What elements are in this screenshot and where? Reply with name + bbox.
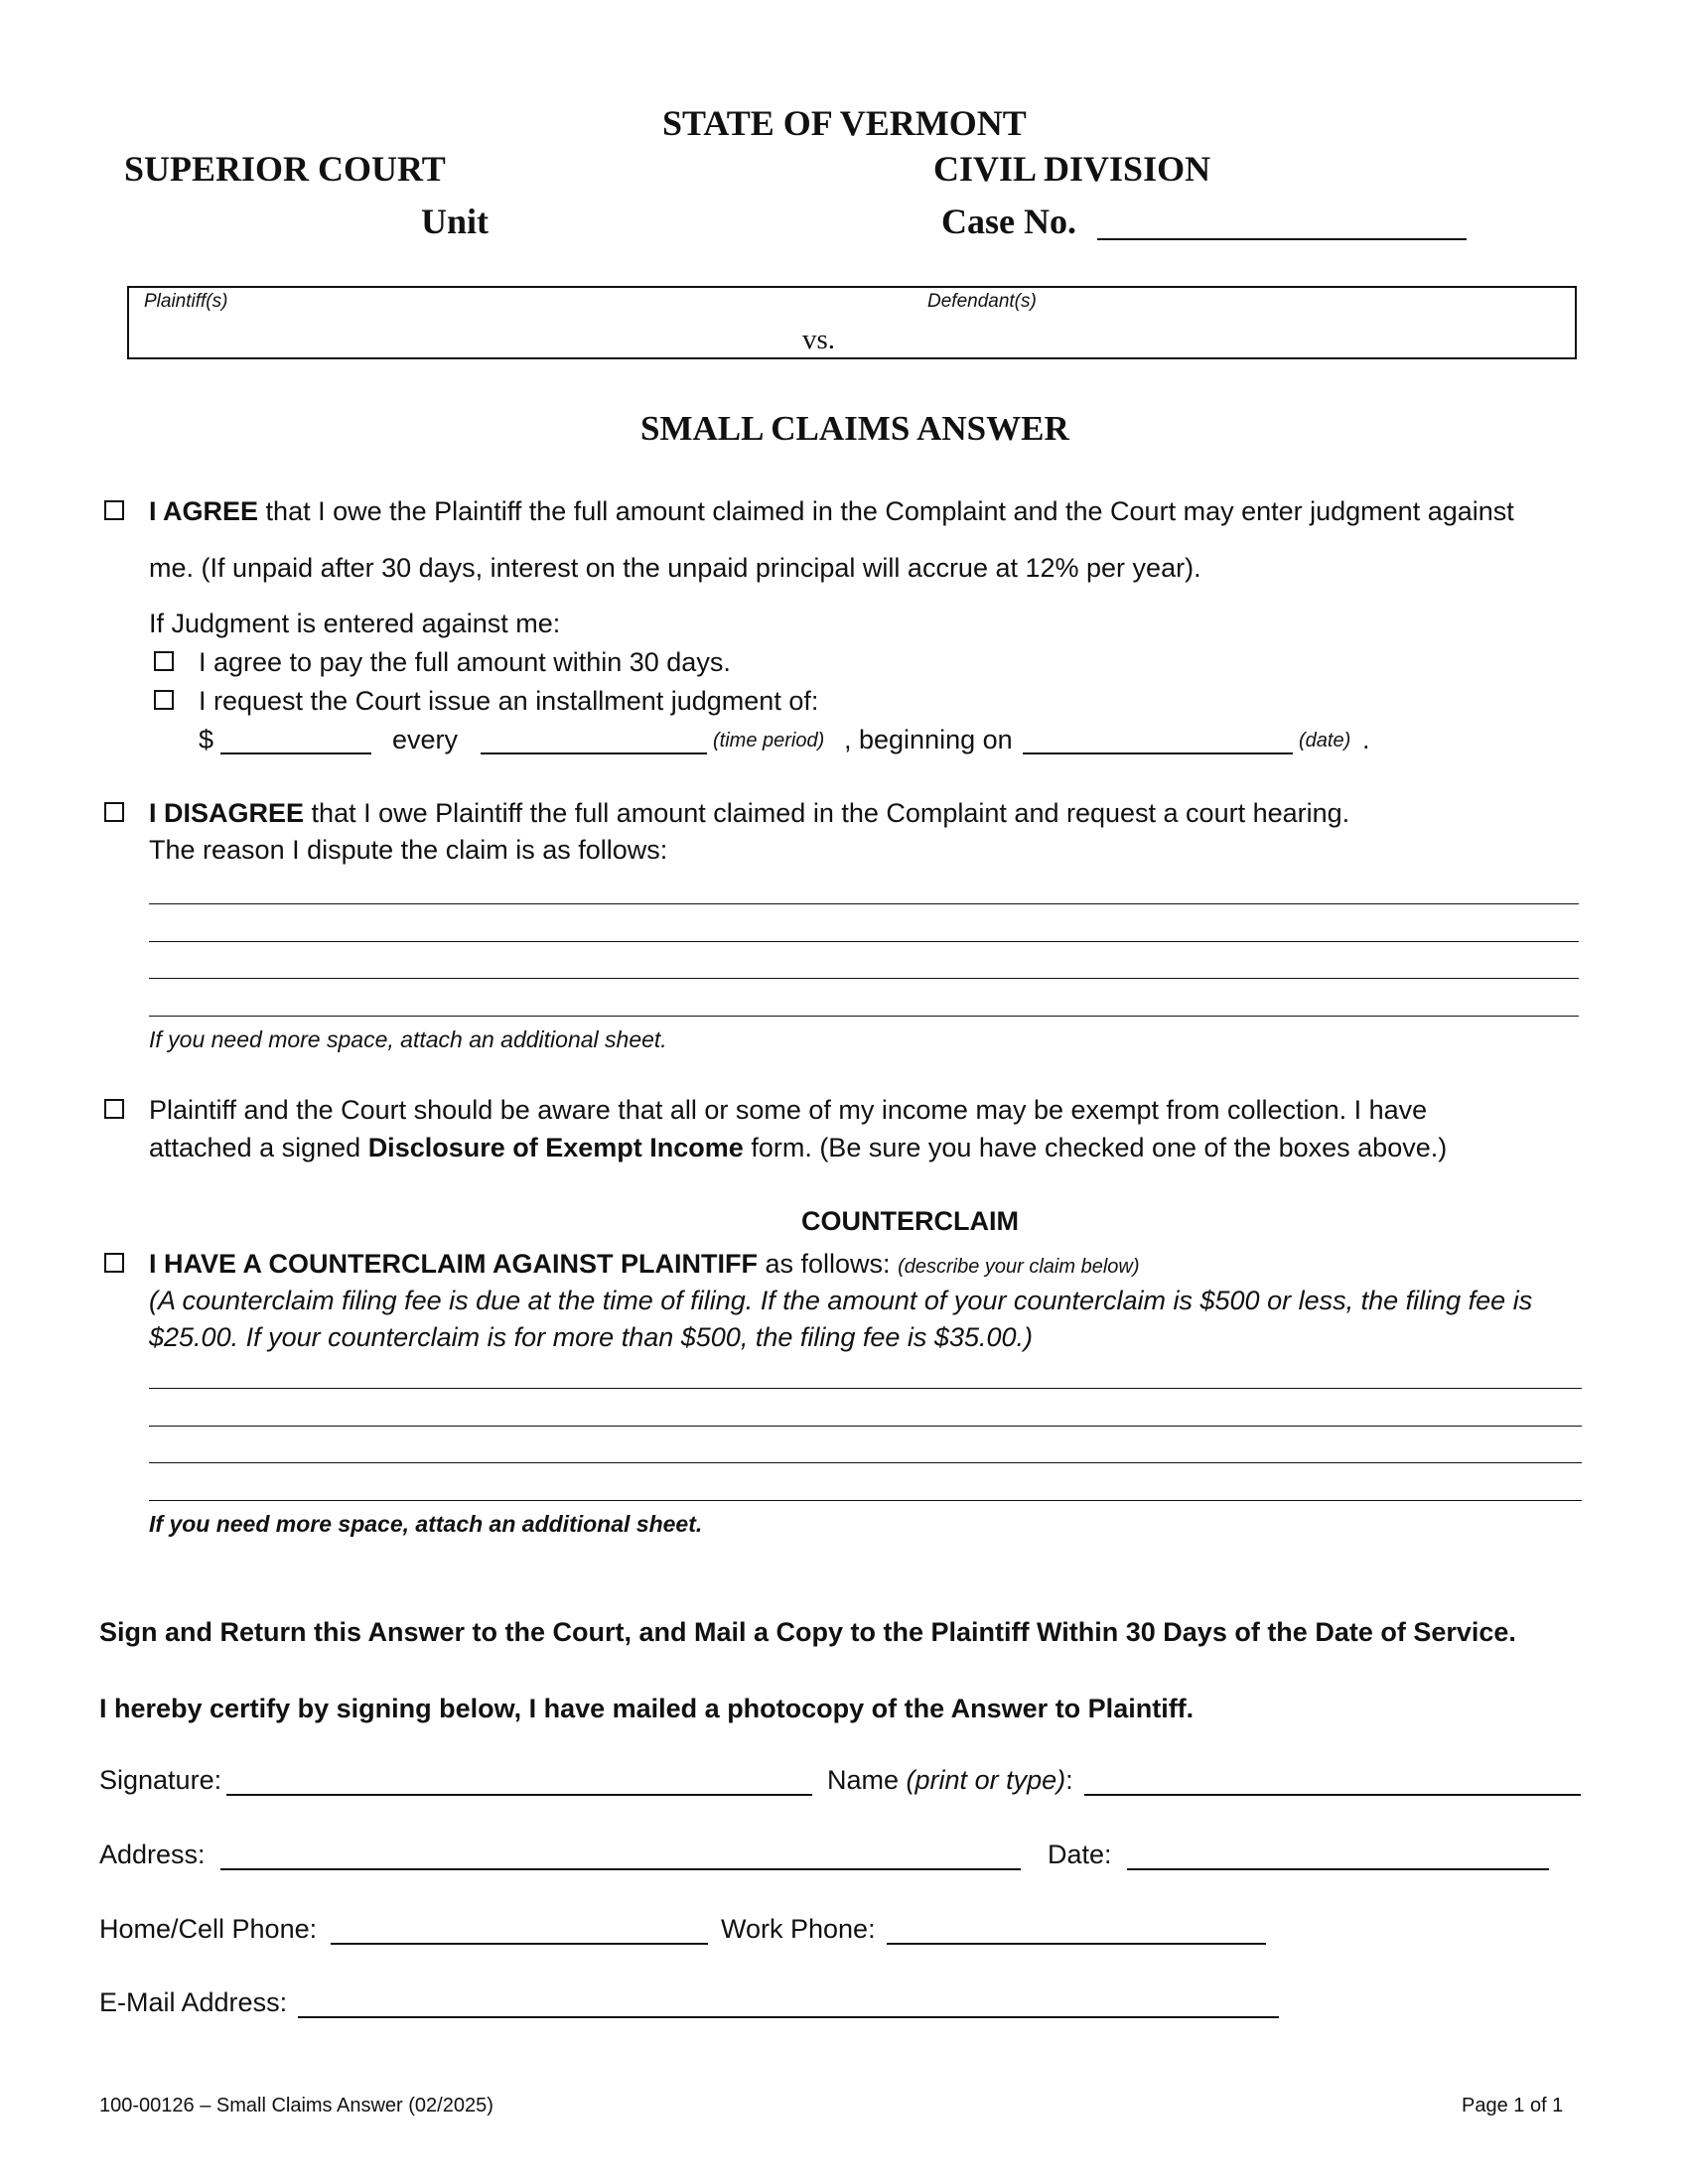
agree-line-2: me. (If unpaid after 30 days, interest on the unpaid principal will accrue at 12% per year). bbox=[149, 553, 1201, 583]
installment-label: I request the Court issue an installment judgment of: bbox=[199, 686, 819, 716]
disagree-bold: I DISAGREE bbox=[149, 798, 305, 828]
agree-bold: I AGREE bbox=[149, 496, 259, 526]
dollar-sign: $ bbox=[199, 725, 214, 754]
dispute-reason-line-2[interactable] bbox=[149, 941, 1579, 942]
every-label: every bbox=[392, 725, 459, 754]
address-label: Address: bbox=[99, 1840, 206, 1869]
email-label: E-Mail Address: bbox=[99, 1987, 288, 2017]
counterclaim-line-1 bbox=[149, 1249, 1140, 1280]
case-number-label: Case No. bbox=[941, 202, 1076, 241]
counterclaim-line-field-1[interactable] bbox=[149, 1388, 1582, 1389]
dispute-reason-line-1[interactable] bbox=[149, 903, 1579, 904]
unit-label: Unit bbox=[421, 202, 490, 241]
dispute-reason-line-4[interactable] bbox=[149, 1016, 1579, 1017]
pay-full-label: I agree to pay the full amount within 30 days. bbox=[199, 647, 731, 677]
name-label bbox=[827, 1765, 1073, 1796]
agree-text-1: that I owe the Plaintiff the full amount claimed in the Complaint and the Court may enter judgment against bbox=[265, 496, 1514, 526]
sign-return-instruction: Sign and Return this Answer to the Court, and Mail a Copy to the Plaintiff Within 30 Days of the Date of Service. bbox=[99, 1617, 1516, 1647]
counterclaim-checkbox[interactable] bbox=[104, 1253, 124, 1273]
date-field[interactable] bbox=[1127, 1868, 1549, 1870]
state-title: STATE OF VERMONT bbox=[662, 103, 1027, 143]
name-colon: : bbox=[1065, 1765, 1073, 1795]
exempt-text-post: form. (Be sure you have checked one of the boxes above.) bbox=[751, 1133, 1448, 1162]
home-phone-label: Home/Cell Phone: bbox=[99, 1914, 318, 1944]
name-label-text: Name bbox=[827, 1765, 900, 1795]
exempt-line-1: Plaintiff and the Court should be aware that all or some of my income may be exempt from collection. I have bbox=[149, 1095, 1428, 1125]
form-id: 100-00126 – Small Claims Answer (02/2025) bbox=[99, 2095, 493, 2116]
work-phone-field[interactable] bbox=[887, 1943, 1266, 1945]
disagree-line-2: The reason I dispute the claim is as follows: bbox=[149, 835, 668, 865]
vs-label: vs. bbox=[802, 324, 836, 355]
counterclaim-fee-line-1: (A counterclaim filing fee is due at the time of filing. If the amount of your counterclaim is $500 or less, the filing fee is bbox=[149, 1286, 1533, 1315]
time-period-field[interactable] bbox=[481, 752, 707, 754]
parties-box bbox=[127, 286, 1577, 359]
name-hint: (print or type) bbox=[906, 1765, 1066, 1795]
counterclaim-more-space: If you need more space, attach an additional sheet. bbox=[149, 1511, 703, 1537]
counterclaim-describe-hint: (describe your claim below) bbox=[898, 1256, 1140, 1278]
counterclaim-as-follows: as follows: bbox=[765, 1249, 891, 1279]
period-end: . bbox=[1362, 725, 1370, 754]
disagree-checkbox[interactable] bbox=[104, 802, 124, 822]
time-period-hint: (time period) bbox=[713, 730, 825, 751]
certify-statement: I hereby certify by signing below, I have mailed a photocopy of the Answer to Plaintiff. bbox=[99, 1694, 1195, 1723]
disagree-line-1 bbox=[149, 798, 1349, 829]
home-phone-field[interactable] bbox=[331, 1943, 708, 1945]
dispute-reason-line-3[interactable] bbox=[149, 978, 1579, 979]
exempt-income-checkbox[interactable] bbox=[104, 1099, 124, 1119]
defendant-label: Defendant(s) bbox=[927, 291, 1037, 312]
judgment-intro: If Judgment is entered against me: bbox=[149, 609, 561, 638]
counterclaim-bold: I HAVE A COUNTERCLAIM AGAINST PLAINTIFF bbox=[149, 1249, 758, 1279]
address-field[interactable] bbox=[220, 1868, 1021, 1870]
counterclaim-line-field-3[interactable] bbox=[149, 1462, 1582, 1463]
counterclaim-fee-line-2: $25.00. If your counterclaim is for more than $500, the filing fee is $35.00.) bbox=[149, 1322, 1033, 1352]
email-field[interactable] bbox=[298, 2016, 1279, 2018]
beginning-on-label: , beginning on bbox=[844, 725, 1013, 754]
date-label: Date: bbox=[1048, 1840, 1112, 1869]
beginning-date-field[interactable] bbox=[1023, 752, 1293, 754]
case-number-field[interactable] bbox=[1097, 238, 1467, 240]
plaintiff-label: Plaintiff(s) bbox=[144, 291, 228, 312]
installment-checkbox[interactable] bbox=[154, 690, 174, 710]
agree-line-1 bbox=[149, 496, 1514, 527]
exempt-line-2 bbox=[149, 1133, 1447, 1163]
exempt-text-pre: attached a signed bbox=[149, 1133, 361, 1162]
exempt-form-name: Disclosure of Exempt Income bbox=[367, 1133, 744, 1162]
signature-field[interactable] bbox=[226, 1794, 812, 1796]
signature-label: Signature: bbox=[99, 1765, 222, 1795]
pay-full-checkbox[interactable] bbox=[154, 651, 174, 671]
installment-amount-field[interactable] bbox=[220, 752, 371, 754]
court-name: SUPERIOR COURT bbox=[124, 149, 446, 189]
division-name: CIVIL DIVISION bbox=[933, 149, 1211, 189]
counterclaim-line-field-2[interactable] bbox=[149, 1426, 1582, 1427]
disagree-text-1: that I owe Plaintiff the full amount claimed in the Complaint and request a court hearing. bbox=[311, 798, 1350, 828]
page-number: Page 1 of 1 bbox=[1462, 2095, 1564, 2116]
disagree-more-space: If you need more space, attach an additional sheet. bbox=[149, 1026, 667, 1052]
work-phone-label: Work Phone: bbox=[721, 1914, 876, 1944]
date-hint: (date) bbox=[1299, 730, 1351, 751]
counterclaim-heading: COUNTERCLAIM bbox=[801, 1206, 1019, 1236]
agree-checkbox[interactable] bbox=[104, 500, 124, 520]
name-field[interactable] bbox=[1084, 1794, 1581, 1796]
form-title: SMALL CLAIMS ANSWER bbox=[640, 409, 1069, 448]
counterclaim-line-field-4[interactable] bbox=[149, 1500, 1582, 1501]
